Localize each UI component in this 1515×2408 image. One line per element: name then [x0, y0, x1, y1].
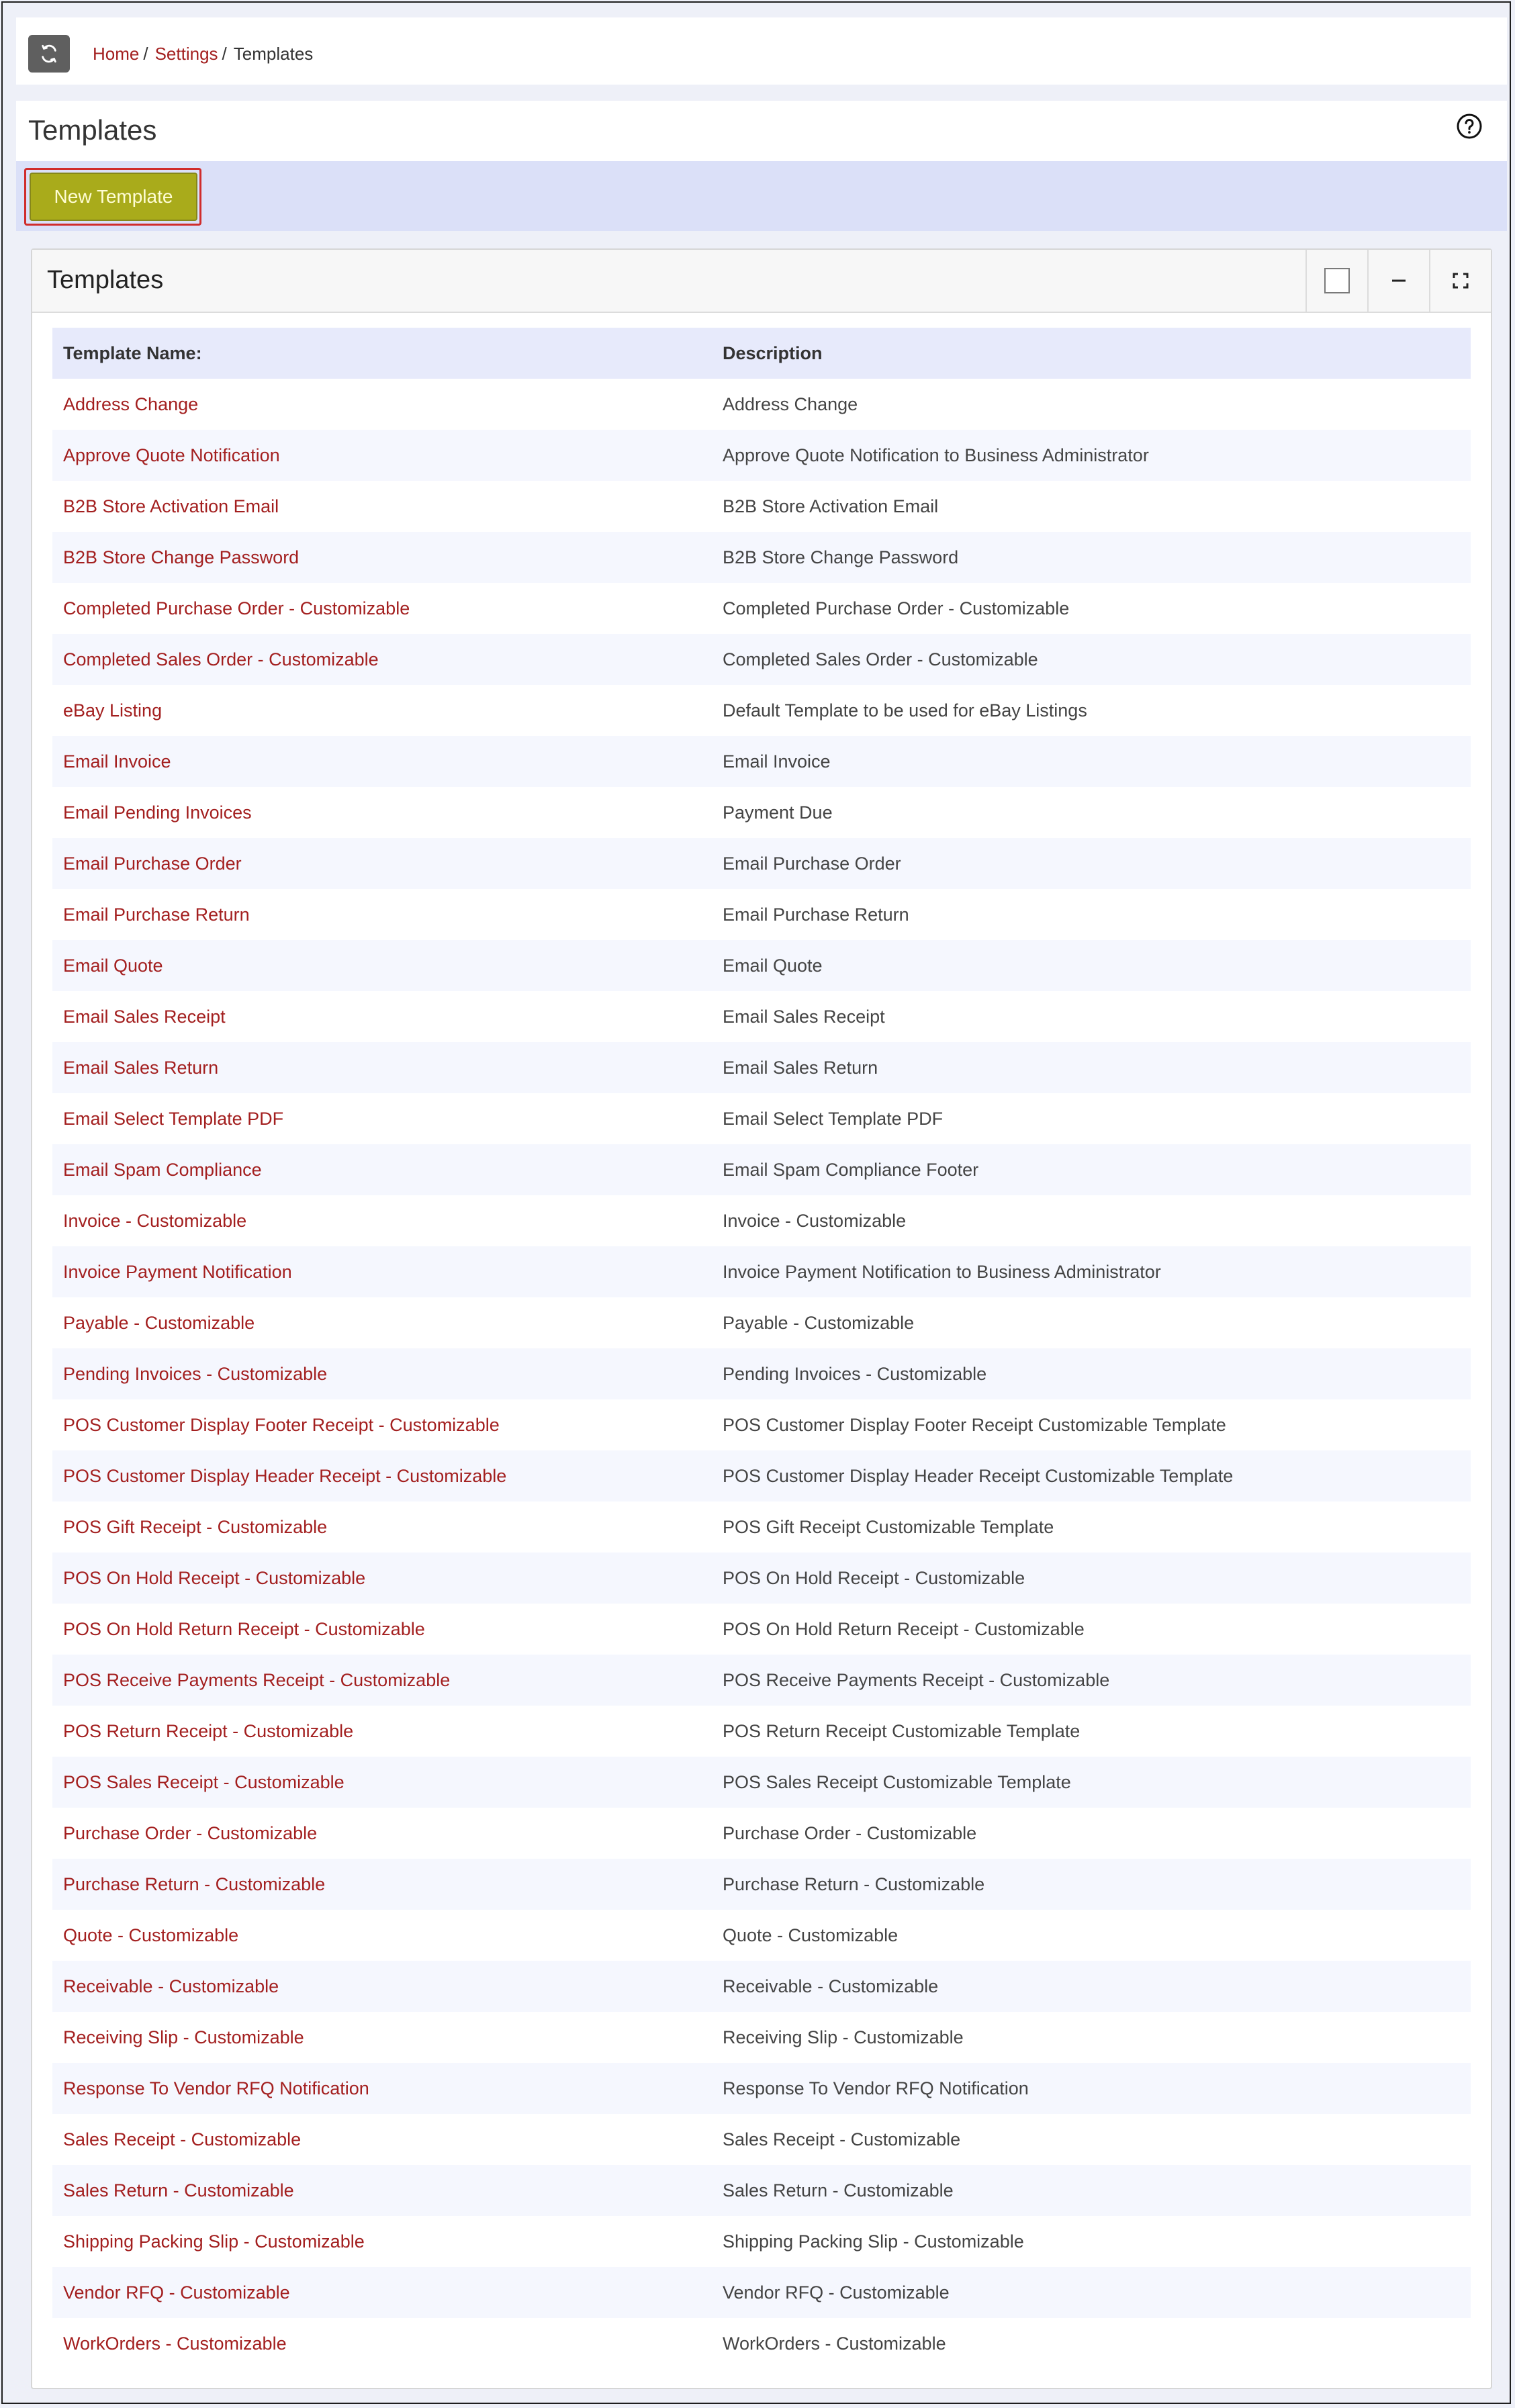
template-name-link[interactable]: Email Purchase Return	[63, 904, 250, 925]
template-name-link[interactable]: Approve Quote Notification	[52, 430, 712, 481]
template-name-link[interactable]: eBay Listing	[63, 700, 163, 721]
template-name-link[interactable]: POS Sales Receipt - Customizable	[52, 1757, 712, 1808]
template-name-link[interactable]: B2B Store Change Password	[52, 532, 712, 583]
template-description: Email Spam Compliance Footer	[712, 1144, 1471, 1195]
table-row[interactable]	[52, 1655, 1471, 1706]
template-name-link[interactable]: Receiving Slip - Customizable	[63, 2027, 304, 2047]
template-name-link[interactable]: POS Return Receipt - Customizable	[63, 1720, 354, 1741]
template-description: Email Sales Return	[712, 1042, 1471, 1093]
template-description: Receiving Slip - Customizable	[723, 2027, 964, 2047]
template-description: POS On Hold Return Receipt - Customizable	[723, 1618, 1085, 1639]
template-description: Email Quote	[712, 940, 1471, 991]
page-title: Templates	[28, 114, 157, 146]
template-description: B2B Store Change Password	[712, 532, 1471, 583]
table-row[interactable]	[52, 1604, 1471, 1655]
table-row[interactable]	[52, 1093, 1471, 1144]
template-description: Completed Purchase Order - Customizable	[723, 598, 1070, 618]
template-name-link[interactable]: Pending Invoices - Customizable	[52, 1348, 712, 1399]
template-name-link[interactable]: Email Select Template PDF	[63, 1108, 284, 1129]
breadcrumb-current: Templates	[233, 43, 314, 64]
table-row[interactable]	[52, 736, 1471, 787]
panel-select-button[interactable]	[1305, 250, 1367, 312]
template-name-link[interactable]: WorkOrders - Customizable	[63, 2333, 287, 2354]
template-name-link[interactable]: POS Gift Receipt - Customizable	[63, 1516, 328, 1537]
template-name-link[interactable]: B2B Store Activation Email	[63, 496, 279, 516]
template-name-link[interactable]: Email Quote	[52, 940, 712, 991]
template-description: Receivable - Customizable	[712, 1961, 1471, 2012]
table-row[interactable]	[52, 481, 1471, 532]
help-circle-icon[interactable]	[1456, 113, 1483, 140]
template-description: Invoice - Customizable	[723, 1210, 907, 1231]
panel-header	[32, 250, 1491, 313]
table-row[interactable]	[52, 1553, 1471, 1604]
template-description: POS Receive Payments Receipt - Customizable	[712, 1655, 1471, 1706]
breadcrumb-separator: /	[222, 43, 227, 64]
table-row[interactable]	[52, 991, 1471, 1042]
template-description: POS Return Receipt Customizable Template	[723, 1720, 1081, 1741]
template-name-link[interactable]: Email Purchase Order	[52, 838, 712, 889]
table-row[interactable]	[52, 685, 1471, 736]
table-row[interactable]	[52, 1808, 1471, 1859]
template-name-link[interactable]: Email Sales Receipt	[63, 1006, 226, 1027]
table-row[interactable]	[52, 1757, 1471, 1808]
template-name-link[interactable]: Email Spam Compliance	[52, 1144, 712, 1195]
template-description: Approve Quote Notification to Business Administrator	[712, 430, 1471, 481]
template-name-link[interactable]: POS On Hold Receipt - Customizable	[52, 1553, 712, 1604]
table-header-row	[52, 328, 1471, 379]
template-name-link[interactable]: Vendor RFQ - Customizable	[52, 2267, 712, 2318]
table-row[interactable]	[52, 2063, 1471, 2114]
template-name-link[interactable]: Sales Return - Customizable	[52, 2165, 712, 2216]
table-row[interactable]	[52, 532, 1471, 583]
template-description: POS Gift Receipt Customizable Template	[723, 1516, 1054, 1537]
table-row[interactable]	[52, 1961, 1471, 2012]
template-name-link[interactable]: POS Receive Payments Receipt - Customizable	[52, 1655, 712, 1706]
template-name-link[interactable]: Payable - Customizable	[63, 1312, 255, 1333]
template-description: Completed Sales Order - Customizable	[712, 634, 1471, 685]
table-row[interactable]	[52, 1450, 1471, 1501]
template-name-link[interactable]: Completed Sales Order - Customizable	[52, 634, 712, 685]
template-description: Quote - Customizable	[723, 1925, 899, 1945]
template-name-link[interactable]: Invoice Payment Notification	[52, 1246, 712, 1297]
table-row[interactable]	[52, 889, 1471, 940]
table-row[interactable]	[52, 1246, 1471, 1297]
table-row[interactable]	[52, 1042, 1471, 1093]
template-name-link[interactable]: Email Sales Return	[52, 1042, 712, 1093]
panel-title: Templates	[47, 266, 164, 294]
breadcrumb-settings-link[interactable]: Settings	[154, 43, 218, 64]
breadcrumb	[93, 39, 313, 68]
new-template-button[interactable]: New Template	[30, 173, 197, 221]
table-row[interactable]	[52, 787, 1471, 838]
checkbox-icon	[1324, 268, 1350, 293]
template-name-link[interactable]: Shipping Packing Slip - Customizable	[63, 2231, 365, 2252]
table-row[interactable]	[52, 1144, 1471, 1195]
template-description: Shipping Packing Slip - Customizable	[723, 2231, 1024, 2252]
template-description: WorkOrders - Customizable	[723, 2333, 946, 2354]
table-row[interactable]	[52, 1195, 1471, 1246]
table-row[interactable]	[52, 430, 1471, 481]
template-name-link[interactable]: Response To Vendor RFQ Notification	[52, 2063, 712, 2114]
table-row[interactable]	[52, 379, 1471, 430]
template-description: B2B Store Activation Email	[723, 496, 939, 516]
fullscreen-icon	[1452, 272, 1469, 289]
template-description: POS Customer Display Header Receipt Customizable Template	[712, 1450, 1471, 1501]
template-description: Payment Due	[723, 802, 833, 823]
template-description: Sales Return - Customizable	[712, 2165, 1471, 2216]
table-row[interactable]	[52, 2318, 1471, 2369]
template-name-link[interactable]: Receivable - Customizable	[52, 1961, 712, 2012]
table-row[interactable]	[52, 2216, 1471, 2267]
template-description: POS Sales Receipt Customizable Template	[712, 1757, 1471, 1808]
template-description: Purchase Order - Customizable	[723, 1822, 977, 1843]
template-name-link[interactable]: Completed Purchase Order - Customizable	[63, 598, 410, 618]
template-description: Email Sales Receipt	[723, 1006, 885, 1027]
template-description: Invoice Payment Notification to Business Administrator	[712, 1246, 1471, 1297]
table-row[interactable]	[52, 1297, 1471, 1348]
minimize-icon	[1390, 272, 1408, 289]
template-name-link[interactable]: Address Change	[63, 393, 199, 414]
template-description: Vendor RFQ - Customizable	[712, 2267, 1471, 2318]
templates-panel	[31, 248, 1492, 2389]
template-name-link[interactable]: Invoice - Customizable	[63, 1210, 247, 1231]
template-name-link[interactable]: Purchase Order - Customizable	[63, 1822, 318, 1843]
template-name-link[interactable]: POS Customer Display Header Receipt - Customizable	[52, 1450, 712, 1501]
template-description: Default Template to be used for eBay Listings	[723, 700, 1087, 721]
template-description: Response To Vendor RFQ Notification	[712, 2063, 1471, 2114]
template-description: Email Purchase Return	[723, 904, 909, 925]
template-description: Email Purchase Order	[712, 838, 1471, 889]
template-name-link[interactable]: Email Pending Invoices	[63, 802, 252, 823]
template-description: Purchase Return - Customizable	[712, 1859, 1471, 1910]
templates-table	[52, 328, 1471, 2369]
table-row[interactable]	[52, 634, 1471, 685]
table-row[interactable]	[52, 838, 1471, 889]
template-name-link[interactable]: POS Customer Display Footer Receipt - Customizable	[63, 1414, 500, 1435]
refresh-icon	[40, 44, 58, 63]
template-description: Address Change	[723, 393, 858, 414]
app-frame	[1, 1, 1511, 2404]
table-row[interactable]	[52, 2012, 1471, 2063]
table-row[interactable]	[52, 2267, 1471, 2318]
template-description: Payable - Customizable	[723, 1312, 915, 1333]
template-description: Email Select Template PDF	[723, 1108, 944, 1129]
template-name-link[interactable]: POS On Hold Return Receipt - Customizable	[63, 1618, 425, 1639]
breadcrumb-home-link[interactable]: Home	[93, 43, 140, 64]
page-header	[16, 101, 1507, 161]
table-row[interactable]	[52, 1859, 1471, 1910]
panel-fullscreen-button[interactable]	[1429, 250, 1491, 312]
table-row[interactable]	[52, 940, 1471, 991]
template-name-link[interactable]: Quote - Customizable	[63, 1925, 239, 1945]
table-row[interactable]	[52, 2165, 1471, 2216]
table-row[interactable]	[52, 1348, 1471, 1399]
template-name-link[interactable]: Email Invoice	[52, 736, 712, 787]
template-description: POS On Hold Receipt - Customizable	[712, 1553, 1471, 1604]
template-name-link[interactable]: Sales Receipt - Customizable	[63, 2129, 302, 2149]
top-bar	[16, 17, 1507, 85]
table-row[interactable]	[52, 1399, 1471, 1450]
table-row[interactable]	[52, 2114, 1471, 2165]
table-row[interactable]	[52, 1706, 1471, 1757]
breadcrumb-separator: /	[143, 43, 148, 64]
template-description: Email Invoice	[712, 736, 1471, 787]
panel-tools	[1305, 250, 1491, 312]
column-header-description[interactable]: Description	[712, 328, 1471, 379]
panel-minimize-button[interactable]	[1367, 250, 1429, 312]
table-row[interactable]	[52, 1501, 1471, 1553]
templates-table-body	[52, 379, 1471, 2369]
action-bar	[16, 161, 1507, 231]
template-description: Pending Invoices - Customizable	[712, 1348, 1471, 1399]
table-row[interactable]	[52, 583, 1471, 634]
table-row[interactable]	[52, 1910, 1471, 1961]
refresh-button[interactable]	[28, 35, 70, 73]
template-name-link[interactable]: Purchase Return - Customizable	[52, 1859, 712, 1910]
template-description: Sales Receipt - Customizable	[723, 2129, 961, 2149]
template-description: POS Customer Display Footer Receipt Customizable Template	[723, 1414, 1226, 1435]
column-header-template-name[interactable]: Template Name:	[52, 328, 712, 379]
